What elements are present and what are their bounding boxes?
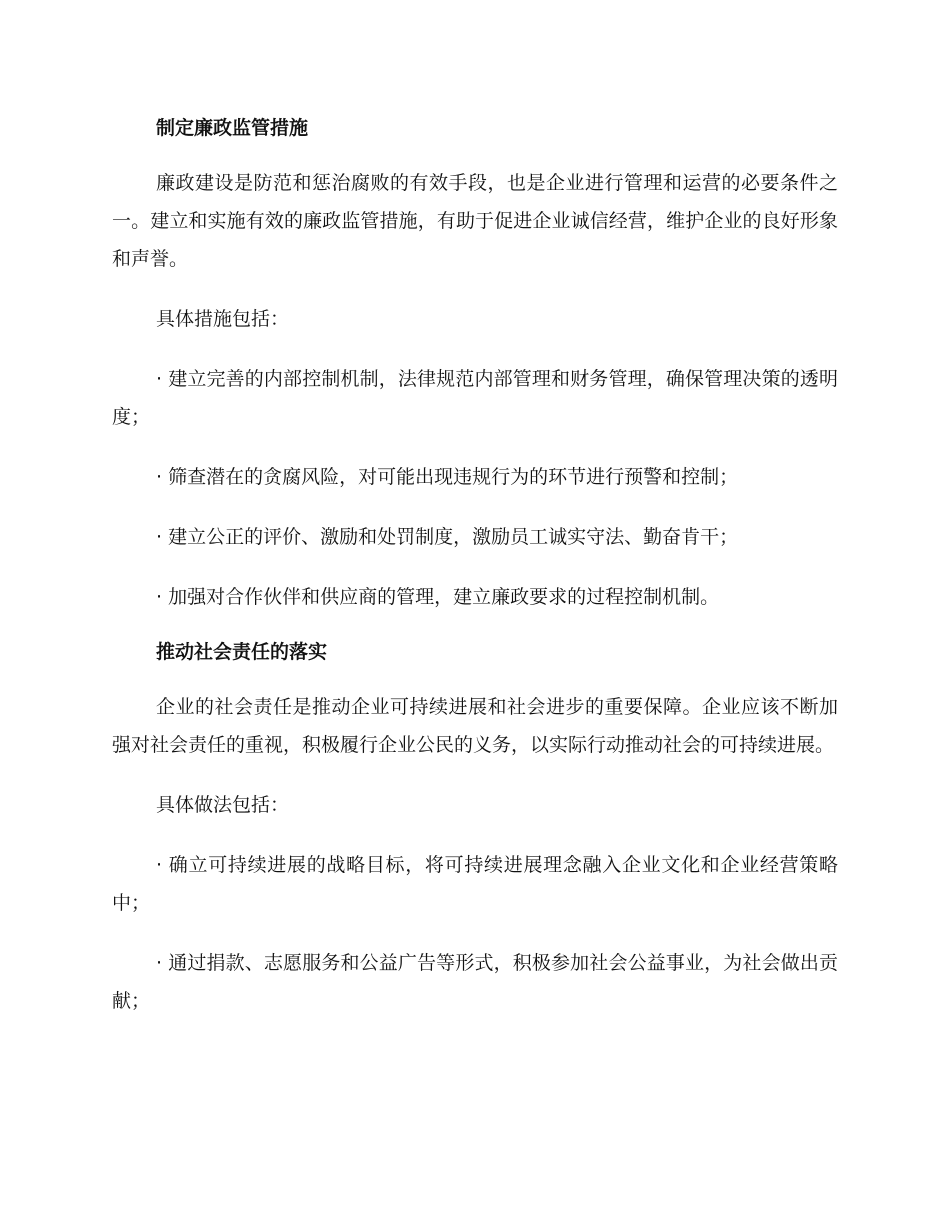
list-label: 具体措施包括： xyxy=(156,308,290,330)
bullet-item: · 通过捐款、志愿服务和公益广告等形式，积极参加社会公益事业，为社会做出贡献； xyxy=(112,952,838,1012)
section-heading: 推动社会责任的落实 xyxy=(156,641,328,663)
section-intro-paragraph: 廉政建设是防范和惩治腐败的有效手段，也是企业进行管理和运营的必要条件之一。建立和实施有效的廉政监管措施，有助于促进企业诚信经营，维护企业的良好形象和声誉。 xyxy=(112,172,838,270)
bullet-item: · 建立完善的内部控制机制，法律规范内部管理和财务管理，确保管理决策的透明度； xyxy=(112,368,838,428)
list-label: 具体做法包括： xyxy=(156,794,290,816)
section-heading: 制定廉政监管措施 xyxy=(156,117,309,139)
bullet-item: · 加强对合作伙伴和供应商的管理，建立廉政要求的过程控制机制。 xyxy=(156,586,720,608)
section-intro-paragraph: 企业的社会责任是推动企业可持续进展和社会进步的重要保障。企业应该不断加强对社会责任的重视，积极履行企业公民的义务，以实际行动推动社会的可持续进展。 xyxy=(112,696,838,756)
bullet-item: · 建立公正的评价、激励和处罚制度，激励员工诚实守法、勤奋肯干； xyxy=(156,526,739,548)
bullet-item: · 筛查潜在的贪腐风险，对可能出现违规行为的环节进行预警和控制； xyxy=(156,466,739,488)
bullet-item: · 确立可持续进展的战略目标，将可持续进展理念融入企业文化和企业经营策略中； xyxy=(112,854,838,914)
